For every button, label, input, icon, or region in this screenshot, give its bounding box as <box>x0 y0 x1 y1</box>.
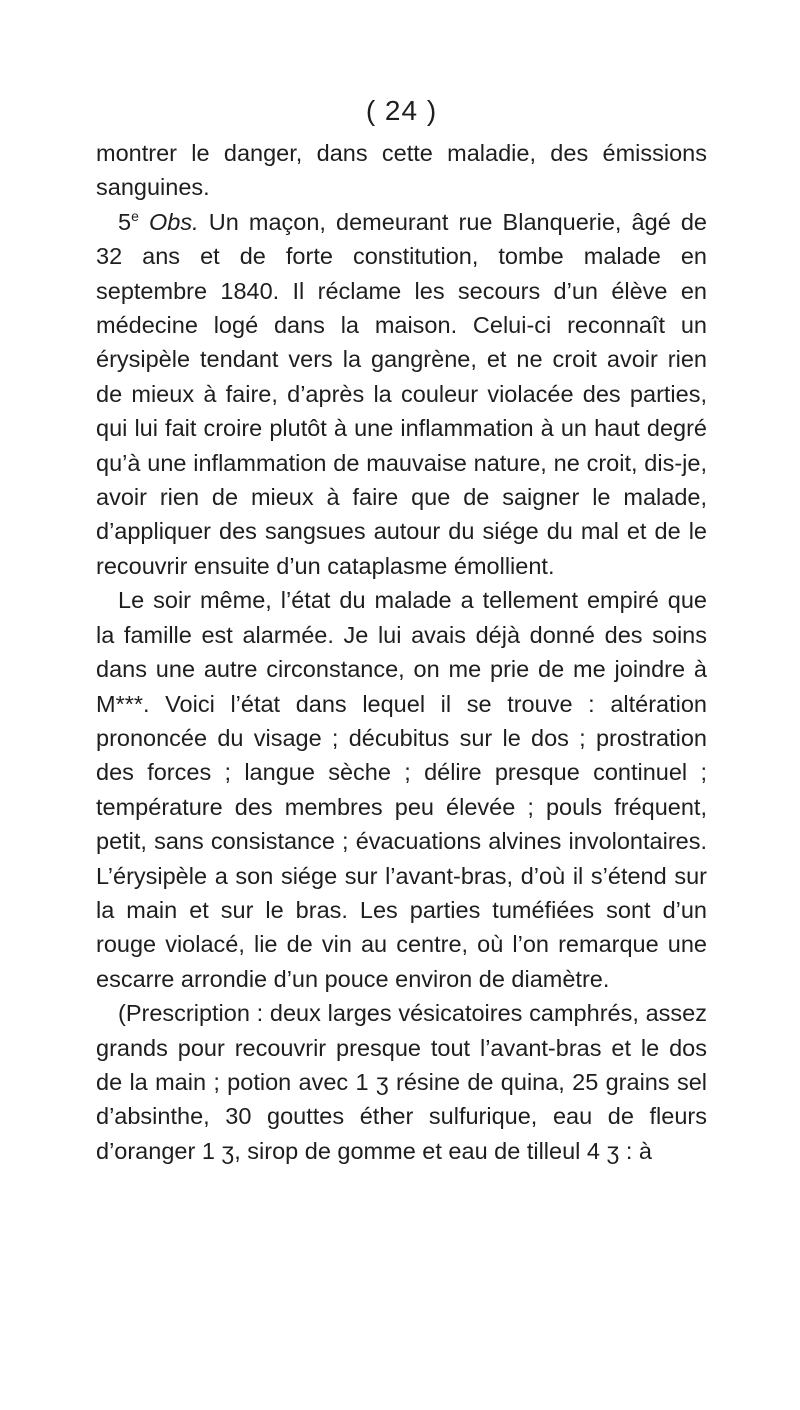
observation-number: 5e <box>118 207 139 235</box>
observation-abbr: Obs. <box>148 208 199 235</box>
paragraph-observation <box>96 205 707 583</box>
paragraph-prescription: (Prescription : deux larges vésicatoires camphrés, assez grands pour recouvrir presque tout l’avant-bras et le dos de la main ; potion avec 1 ʒ résine de quina, 25 grains sel d’absinthe, 30 gouttes éther sulfurique, eau de fleurs d’oranger 1 ʒ, sirop de gomme et eau de tilleul 4 ʒ : à <box>96 1000 707 1164</box>
paragraph-evening: Le soir même, l’état du malade a tellement empiré que la famille est alarmée. Je lui avais déjà donné des soins dans une autre circonstance, on me prie de me joindre à M***. Voici l’état dans lequel il se trouve : altération prononcée du visage ; décubitus sur le dos ; prostration des forces ; langue sèche ; délire presque continuel ; température des membres peu élevée ; pouls fréquent, petit, sans consistance ; évacuations alvines involontaires. L’érysipèle a son siége sur l’avant-bras, d’où il s’étend sur la main et sur le bras. Les parties tuméfiées sont d’un rouge violacé, lie de vin au centre, où l’on remarque une escarre arrondie d’un pouce environ de diamètre. <box>96 587 707 992</box>
paragraph-continuation: montrer le danger, dans cette maladie, des émissions sanguines. <box>96 140 707 201</box>
page-number: ( 24 ) <box>365 95 438 126</box>
body-text <box>96 136 707 1168</box>
observation-text: Un maçon, demeurant rue Blanquerie, âgé de 32 ans et de forte constitution, tombe malade en septembre 1840. Il réclame les secours d’un élève en médecine logé dans la maison. Celui-ci reconnaît un érysipèle tendant vers la gangrène, et ne croit avoir rien de mieux à faire, d’après la couleur violacée des parties, qui lui fait croire plutôt à une inflammation à un haut degré qu’à une inflammation de mauvaise nature, ne croit, dis-je, avoir rien de mieux à faire que de saigner le malade, d’appliquer des sangsues autour du siége du mal et de le recouvrir ensuite d’un cataplasme émollient. <box>96 208 708 579</box>
